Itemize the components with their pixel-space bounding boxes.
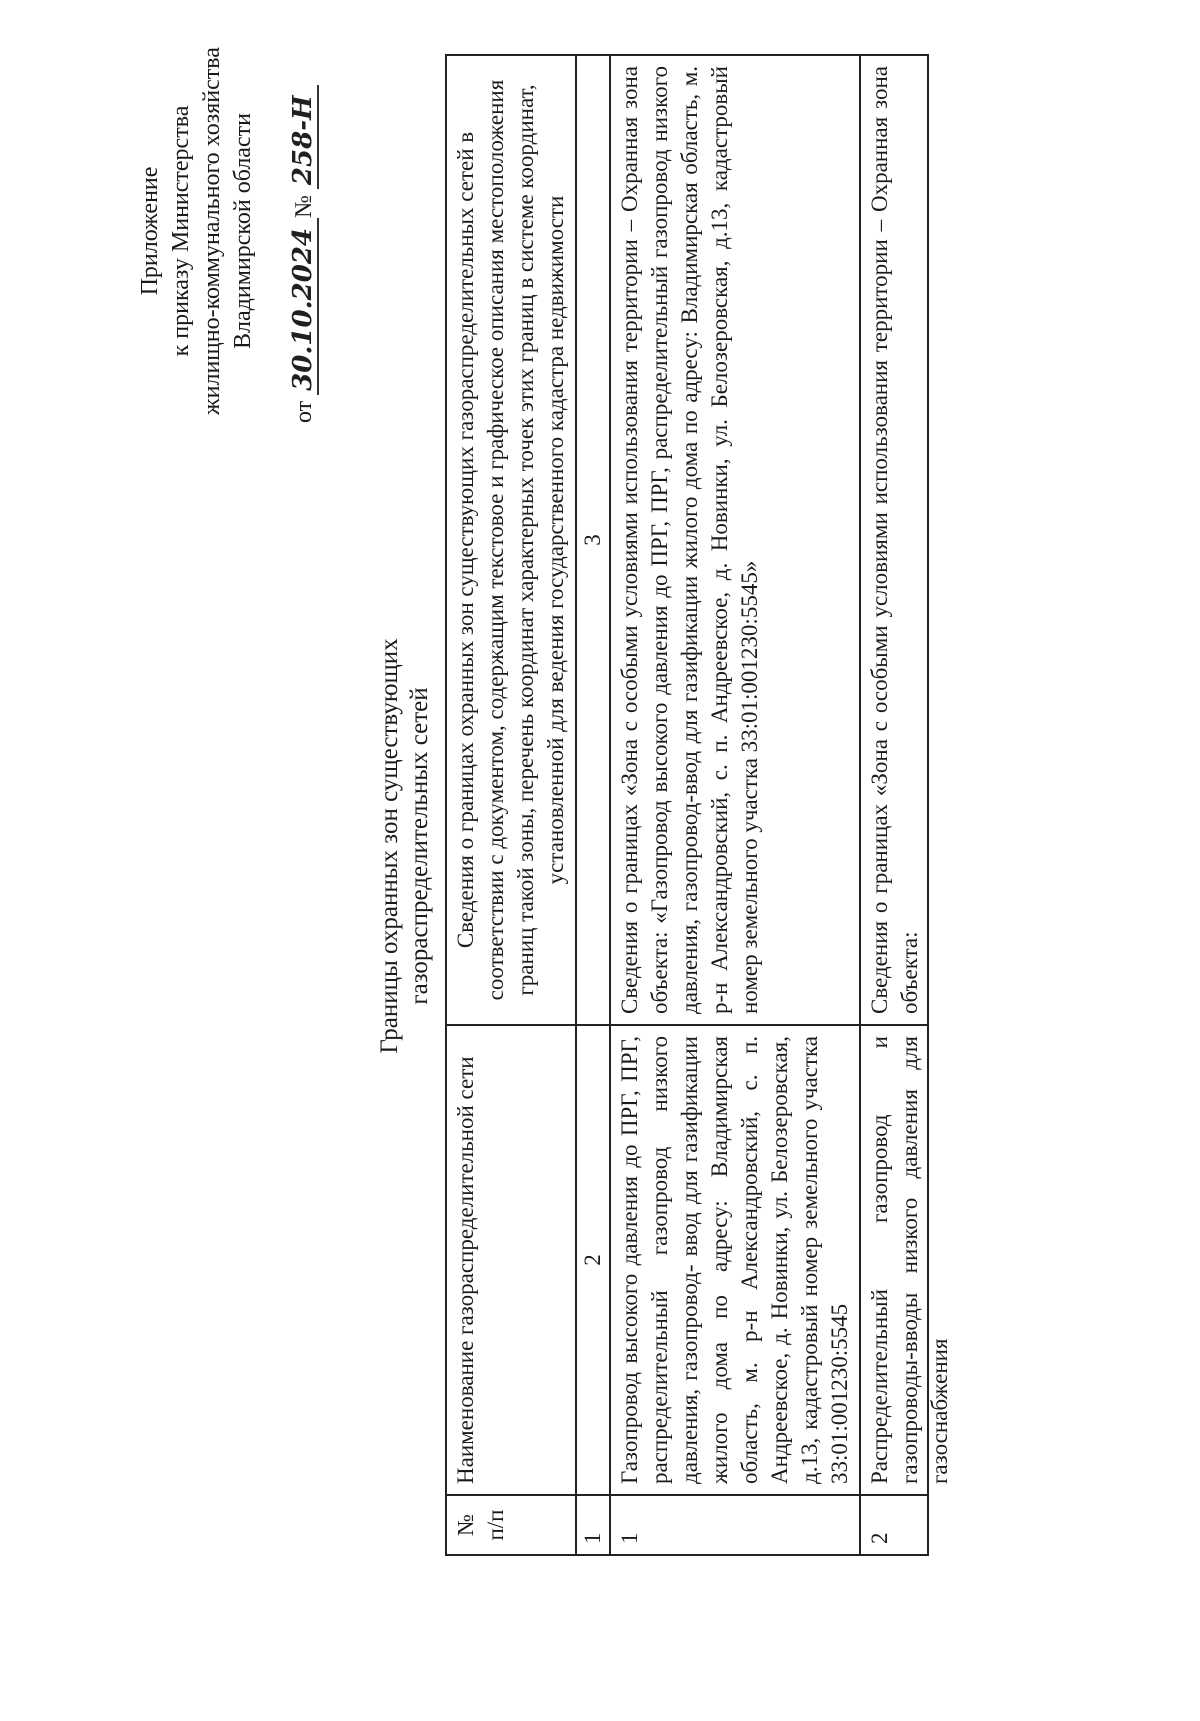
order-date-number [289,31,320,431]
appendix-block [135,31,320,431]
zones-table [445,54,952,1556]
row-name: Распределительный газопровод и газопроводы-вводы низкого давления для газоснабжения [867,1036,952,1484]
table-row [610,55,860,1555]
title-line-2: газораспределительных сетей [406,687,433,1005]
date-field [290,218,319,395]
appendix-line: к приказу Министерства [168,105,194,357]
header-name: Наименование газораспределительной сети [446,1025,576,1495]
document-title [375,341,435,1351]
row-no: 2 [860,1495,928,1555]
number-field [290,85,319,189]
header-info: Сведения о границах охранных зон существующих газораспределительных сетей в соответствии с документом, содержащим текстовое и графическое описания местоположения границ такой зоны, перечень координат характерных точек этих границ в системе координат, установленной для ведения государственного кадастра недвижимости [446,55,576,1025]
row-no: 1 [610,1495,860,1555]
row-info-cell [860,55,928,1025]
number-mark: № [291,195,317,218]
column-number: 3 [576,55,610,1025]
row-info: Сведения о границах «Зона с особыми условиями использования территории – Охранная зона объекта: [867,66,922,1014]
column-number: 1 [576,1495,610,1555]
handwritten-date: 30.10.2024 [288,227,318,391]
row-name: Газопровод высокого давления до ПРГ, ПРГ, распределительный газопровод низкого давления, газопровод- ввод для газификации жилого дома по адресу: Владимирская область, м. р-н Александровский, с. п. Андреевское, д. Новинки, ул. Белозеровская, д.13, кадастровый номер земельного участка 33:01:001230:5545 [610,1025,860,1495]
row-name-cell [860,1025,952,1495]
appendix-line: Владимирской области [230,113,256,349]
row-info: Сведения о границах «Зона с особыми условиями использования территории – Охранная зона объекта: «Газопровод высокого давления до ПРГ, ПРГ, распределительный газопровод низкого давления, газопровод-ввод для газификации жилого дома по адресу: Владимирская область, м. р-н Александровский, с. п. Андреевское, д. Новинки, ул. Белозеровская, д.13, кадастровый номер земельного участка 33:01:001230:5545» [610,55,860,1025]
handwritten-number: 258-Н [288,95,318,186]
title-line-1: Границы охранных зон существующих [376,638,403,1054]
column-number-row [576,55,610,1555]
appendix-line: Приложение [137,166,163,296]
date-prefix: от [291,400,317,423]
table-row [860,55,928,1555]
column-number: 2 [576,1025,610,1495]
header-row [446,55,576,1555]
header-no: № п/п [446,1495,576,1555]
appendix-line: жилищно-коммунального хозяйства [199,47,225,415]
